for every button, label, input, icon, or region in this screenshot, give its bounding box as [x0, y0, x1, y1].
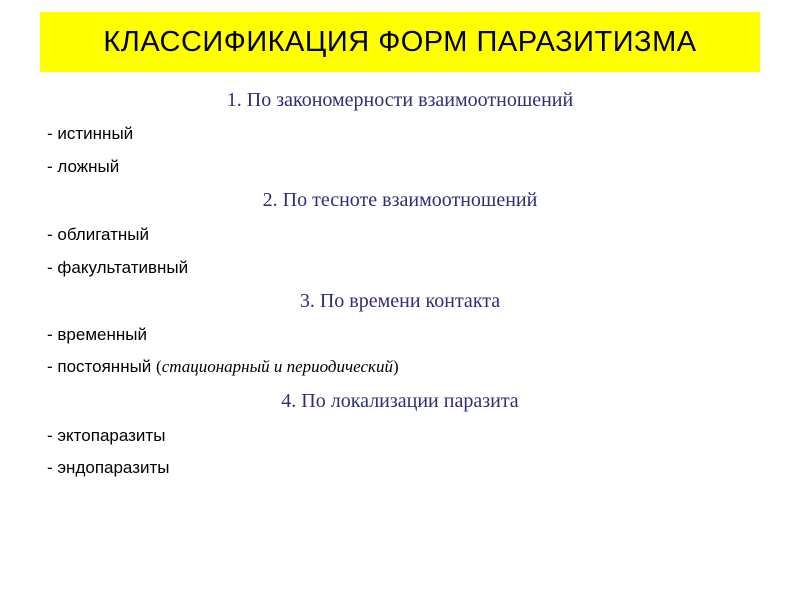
list-item-postoyanny: [47, 357, 399, 377]
list-item-obligatny: - облигатный: [47, 225, 150, 244]
section-heading-1: 1. По закономерности взаимоотношений: [226, 89, 574, 111]
list-item-postoyanny-label: - постоянный: [47, 357, 157, 376]
note-close-paren: ): [392, 357, 399, 376]
postoyanny-note: стационарный и периодический: [161, 357, 393, 376]
list-item-lozhny: - ложный: [47, 157, 120, 176]
section-heading-3: 3. По времени контакта: [299, 290, 501, 312]
list-item-vremenny: - временный: [47, 325, 147, 344]
list-item-istinny: - истинный: [47, 124, 134, 143]
note-open-paren: (: [156, 357, 162, 376]
section-heading-4: 4. По локализации паразита: [281, 390, 519, 412]
section-heading-2: 2. По тесноте взаимоотношений: [262, 189, 538, 211]
list-item-endoparazity: - эндопаразиты: [47, 458, 170, 477]
slide-title: КЛАССИФИКАЦИЯ ФОРМ ПАРАЗИТИЗМА: [103, 25, 697, 58]
list-item-ektoparazity: - эктопаразиты: [47, 426, 166, 445]
list-item-fakultativny: - факультативный: [47, 258, 189, 277]
